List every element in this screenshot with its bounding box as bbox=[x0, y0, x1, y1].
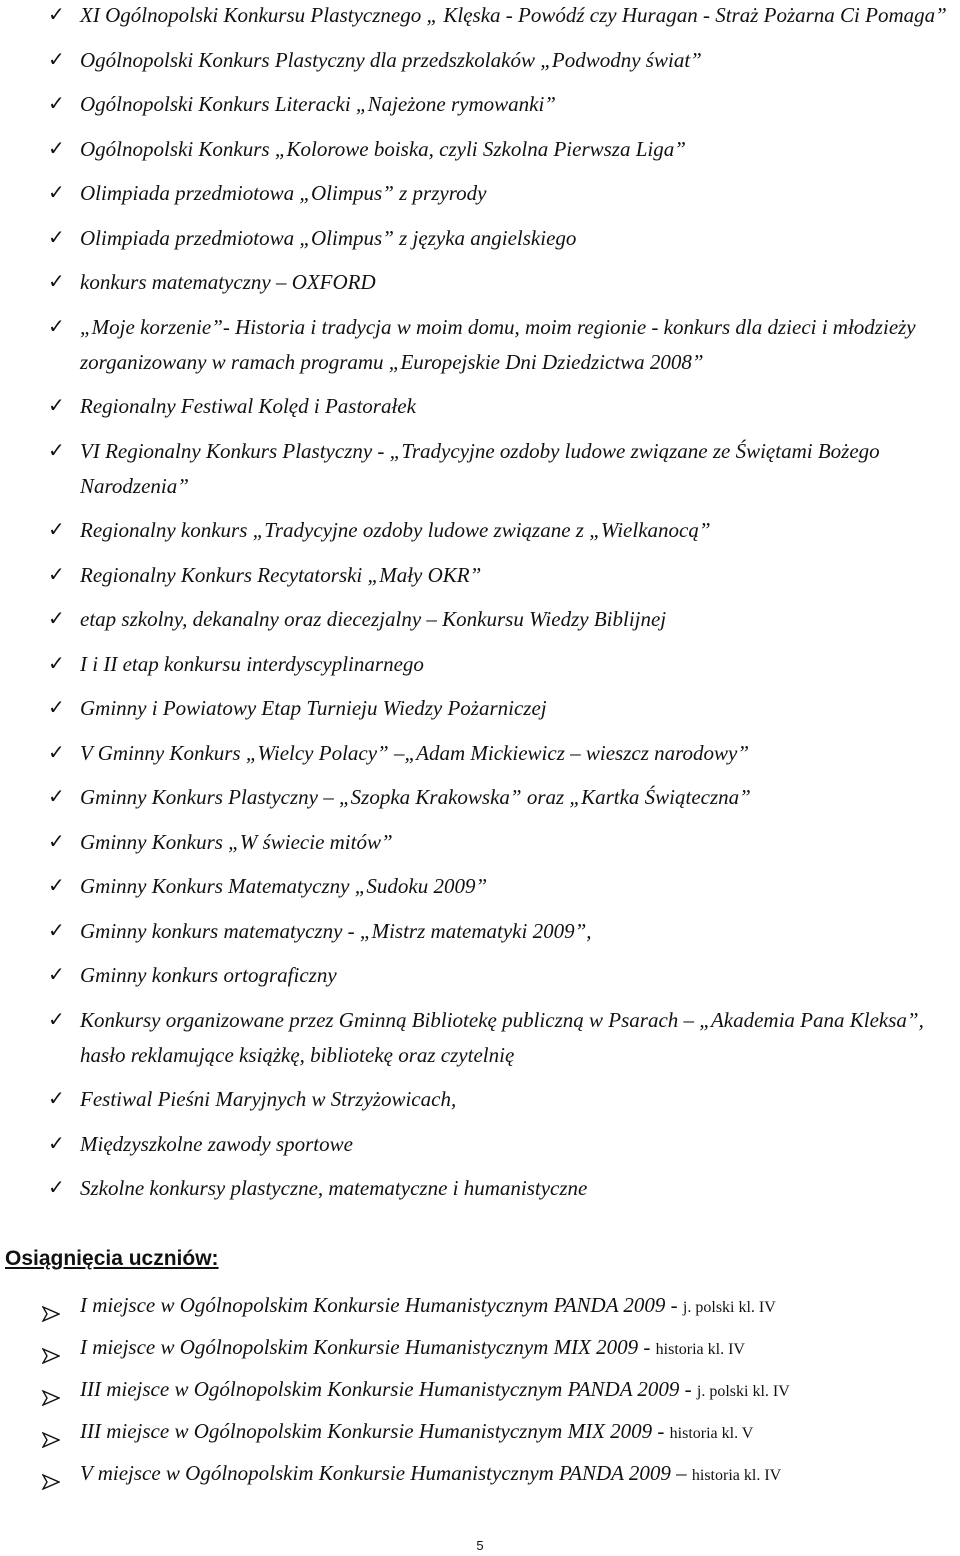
checkmark-icon: ✓ bbox=[48, 875, 65, 897]
achievement-text: III miejsce w Ogólnopolskim Konkursie Humanistycznym MIX 2009 - bbox=[80, 1419, 670, 1443]
contest-text: I i II etap konkursu interdyscyplinarnego bbox=[80, 651, 424, 676]
contest-text: Gminny konkurs ortograficzny bbox=[80, 963, 337, 987]
contest-text: Ogólnopolski Konkurs Literacki „Najeżone rymowanki” bbox=[80, 92, 556, 116]
checkmark-icon: ✓ bbox=[48, 1088, 65, 1110]
contest-text: konkurs matematyczny – OXFORD bbox=[80, 270, 376, 294]
list-item bbox=[0, 691, 960, 726]
list-item bbox=[0, 869, 960, 904]
list-item bbox=[0, 958, 960, 993]
list-item bbox=[0, 1330, 960, 1367]
list-item bbox=[0, 602, 960, 637]
list-item bbox=[0, 176, 960, 211]
contest-text: Gminny Konkurs „W świecie mitów” bbox=[80, 829, 393, 854]
list-item bbox=[0, 1456, 960, 1493]
contest-text: Szkolne konkursy plastyczne, matematyczne i humanistyczne bbox=[80, 1176, 588, 1200]
checkmark-icon: ✓ bbox=[48, 608, 65, 630]
list-item bbox=[0, 780, 960, 815]
contest-text: „Moje korzenie”- Historia i tradycja w moim domu, moim regionie - konkurs dla dzieci i młodzieży zorganizowany w ramach programu „Europejskie Dni Dziedzictwa 2008” bbox=[80, 314, 916, 374]
checkmark-icon: ✓ bbox=[48, 741, 65, 764]
achievement-list bbox=[0, 1288, 960, 1498]
checkmark-icon: ✓ bbox=[48, 4, 65, 26]
contest-text: Olimpiada przedmiotowa „Olimpus” z języka angielskiego bbox=[80, 225, 577, 250]
contest-text: Ogólnopolski Konkurs „Kolorowe boiska, czyli Szkolna Pierwsza Liga” bbox=[80, 136, 686, 161]
contest-text: etap szkolny, dekanalny oraz diecezjalny – Konkursu Wiedzy Biblijnej bbox=[80, 607, 667, 631]
checkmark-icon: ✓ bbox=[48, 1177, 65, 1199]
checkmark-icon: ✓ bbox=[48, 439, 65, 462]
list-item bbox=[0, 221, 960, 256]
achievement-text: V miejsce w Ogólnopolskim Konkursie Humanistycznym PANDA 2009 – bbox=[80, 1461, 692, 1485]
contest-text: VI Regionalny Konkurs Plastyczny - „Tradycyjne ozdoby ludowe związane ze Świętami Bożego Narodzenia” bbox=[80, 438, 880, 498]
checkmark-icon: ✓ bbox=[48, 48, 65, 71]
checkmark-icon: ✓ bbox=[48, 182, 65, 204]
checkmark-icon: ✓ bbox=[48, 93, 65, 115]
contest-text: Gminny i Powiatowy Etap Turnieju Wiedzy Pożarniczej bbox=[80, 696, 547, 720]
checkmark-icon: ✓ bbox=[48, 830, 65, 853]
achievement-text: III miejsce w Ogólnopolskim Konkursie Humanistycznym PANDA 2009 - bbox=[80, 1377, 697, 1401]
list-item bbox=[0, 434, 960, 504]
achievement-detail: j. polski kl. IV bbox=[696, 1383, 790, 1400]
achievement-detail: historia kl. IV bbox=[691, 1467, 782, 1484]
list-item bbox=[0, 736, 960, 771]
contest-text: Międzyszkolne zawody sportowe bbox=[80, 1131, 353, 1156]
achievement-detail: historia kl. V bbox=[669, 1425, 754, 1442]
checkmark-icon: ✓ bbox=[48, 786, 65, 808]
contest-text: Gminny Konkurs Plastyczny – „Szopka Krakowska” oraz „Kartka Świąteczna” bbox=[80, 785, 751, 809]
page-number: 5 bbox=[476, 1538, 484, 1553]
list-item bbox=[0, 1288, 960, 1325]
contest-text: Festiwal Pieśni Maryjnych w Strzyżowicach, bbox=[80, 1087, 457, 1111]
checkmark-icon: ✓ bbox=[48, 1008, 65, 1031]
list-item bbox=[0, 1372, 960, 1409]
arrow-bullet-icon bbox=[42, 1340, 60, 1375]
list-item bbox=[0, 389, 960, 424]
contest-text: Olimpiada przedmiotowa „Olimpus” z przyrody bbox=[80, 181, 487, 205]
list-item bbox=[0, 310, 960, 380]
list-item bbox=[0, 513, 960, 548]
list-item bbox=[0, 265, 960, 300]
checkmark-icon: ✓ bbox=[48, 919, 65, 942]
arrow-bullet-icon bbox=[42, 1382, 60, 1417]
checkmark-icon: ✓ bbox=[48, 395, 65, 417]
contest-text: V Gminny Konkurs „Wielcy Polacy” –„Adam Mickiewicz – wieszcz narodowy” bbox=[80, 740, 750, 765]
checkmark-icon: ✓ bbox=[48, 1132, 65, 1155]
contest-text: XI Ogólnopolski Konkursu Plastycznego „ Klęska - Powódź czy Huragan - Straż Pożarna Ci Pomaga” bbox=[80, 3, 947, 27]
list-item bbox=[0, 1414, 960, 1451]
contest-text: Gminny konkurs matematyczny - „Mistrz matematyki 2009”, bbox=[80, 918, 592, 943]
arrow-bullet-icon bbox=[42, 1466, 60, 1501]
contest-text: Gminny Konkurs Matematyczny „Sudoku 2009” bbox=[80, 874, 488, 898]
checkmark-icon: ✓ bbox=[48, 137, 65, 160]
checkmark-icon: ✓ bbox=[48, 697, 65, 719]
contest-text: Regionalny Konkurs Recytatorski „Mały OKR” bbox=[80, 562, 482, 587]
contest-text: Regionalny Festiwal Kolęd i Pastorałek bbox=[80, 394, 416, 418]
achievement-text: I miejsce w Ogólnopolskim Konkursie Humanistycznym MIX 2009 - bbox=[80, 1335, 656, 1359]
list-item bbox=[0, 647, 960, 682]
section-heading: Osiągnięcia uczniów: bbox=[5, 1247, 219, 1270]
list-item bbox=[0, 132, 960, 167]
list-item bbox=[0, 1127, 960, 1162]
list-item bbox=[0, 1171, 960, 1206]
checkmark-icon: ✓ bbox=[48, 226, 65, 249]
list-item bbox=[0, 87, 960, 122]
achievement-detail: historia kl. IV bbox=[655, 1341, 745, 1358]
list-item bbox=[0, 1003, 960, 1073]
contest-text: Regionalny konkurs „Tradycyjne ozdoby ludowe związane z „Wielkanocą” bbox=[80, 518, 711, 542]
list-item bbox=[0, 43, 960, 78]
arrow-bullet-icon bbox=[42, 1298, 60, 1333]
list-item bbox=[0, 558, 960, 593]
arrow-bullet-icon bbox=[42, 1424, 60, 1459]
achievement-text: I miejsce w Ogólnopolskim Konkursie Humanistycznym PANDA 2009 - bbox=[80, 1293, 683, 1317]
list-item bbox=[0, 1082, 960, 1117]
achievement-detail: j. polski kl. IV bbox=[682, 1299, 776, 1316]
contest-text: Ogólnopolski Konkurs Plastyczny dla przedszkolaków „Podwodny świat” bbox=[80, 47, 702, 72]
checkmark-icon: ✓ bbox=[48, 519, 65, 541]
contest-text: Konkursy organizowane przez Gminną Bibliotekę publiczną w Psarach – „Akademia Pana Kleksa”, hasło reklamujące książkę, bibliotekę oraz czytelnię bbox=[80, 1007, 924, 1067]
checkmark-icon: ✓ bbox=[48, 964, 65, 986]
list-item bbox=[0, 0, 960, 33]
checkmark-icon: ✓ bbox=[48, 271, 65, 293]
checkmark-icon: ✓ bbox=[48, 563, 65, 586]
checkmark-icon: ✓ bbox=[48, 315, 65, 338]
list-item bbox=[0, 914, 960, 949]
list-item bbox=[0, 825, 960, 860]
checkmark-icon: ✓ bbox=[48, 652, 65, 675]
